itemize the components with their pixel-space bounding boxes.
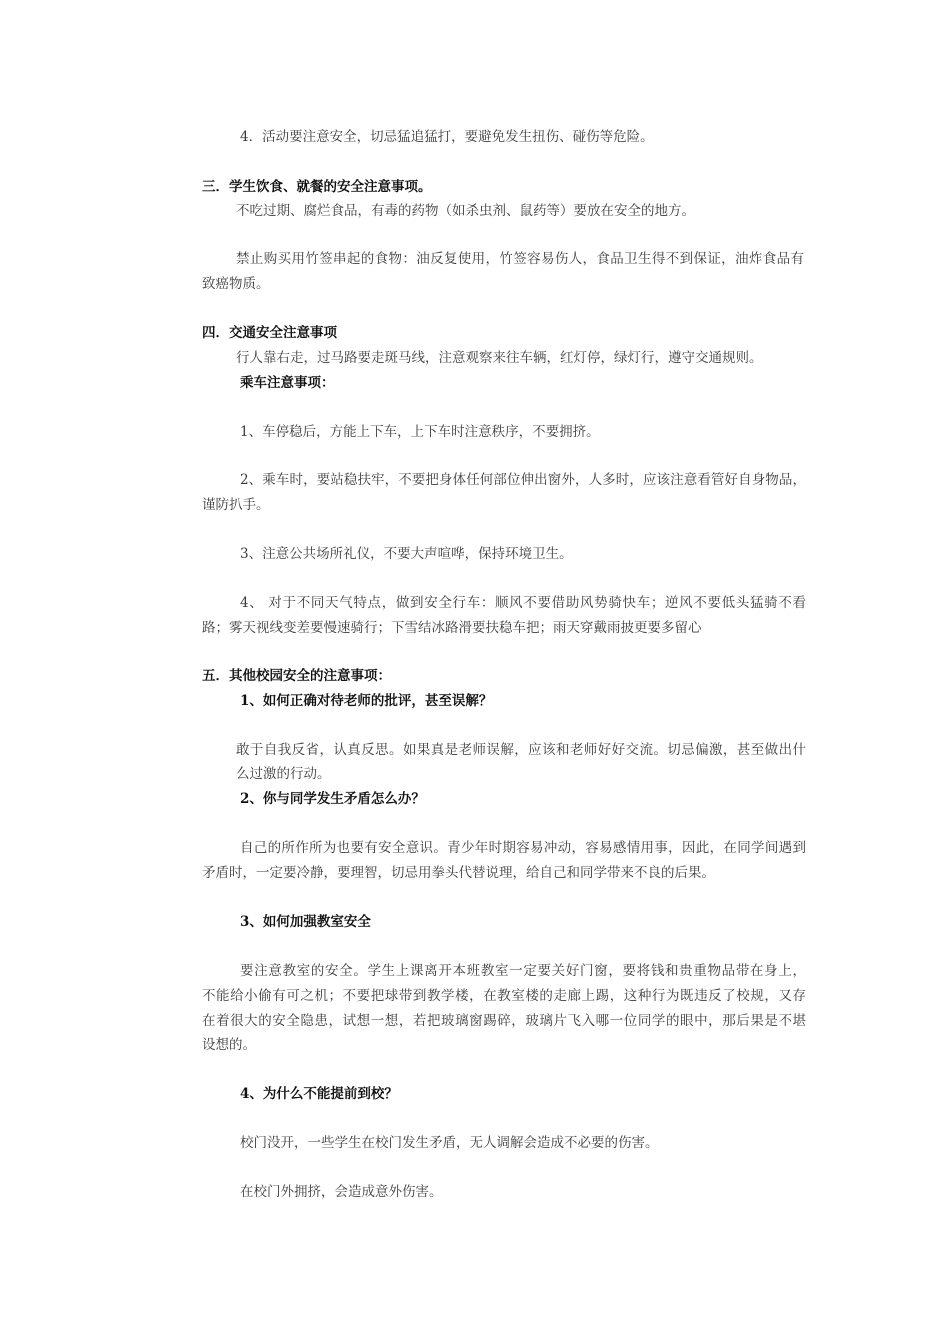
section-3-paragraph-1: 不吃过期、腐烂食品，有毒的药物（如杀虫剂、鼠药等）要放在安全的地方。	[236, 203, 695, 219]
section-4-heading: 四．交通安全注意事项	[202, 325, 337, 341]
ride-note-2-line-1: 2、乘车时，要站稳扶牢，不要把身体任何部位伸出窗外，人多时，应该注意看管好自身物品，	[240, 472, 806, 488]
section-3-paragraph-2-line-2: 致癌物质。	[202, 276, 270, 292]
activity-safety-item: 4．活动要注意安全，切忌猛追猛打，要避免发生扭伤、碰伤等危险。	[240, 129, 654, 145]
question-1: 1、如何正确对待老师的批评，甚至误解？	[240, 693, 493, 709]
question-3: 3、如何加强教室安全	[240, 914, 371, 930]
section-3-heading: 三．学生饮食、就餐的安全注意事项。	[202, 179, 432, 195]
ride-note-4-line-1: 4、 对于不同天气特点，做到安全行车：顺风不要借助风势骑快车；逆风不要低头猛骑不看	[240, 595, 806, 611]
section-4-paragraph-1: 行人靠右走，过马路要走斑马线，注意观察来往车辆，红灯停，绿灯行，遵守交通规则。	[236, 350, 763, 366]
section-5-heading: 五．其他校园安全的注意事项：	[202, 668, 391, 684]
answer-3-line-4: 设想的。	[202, 1037, 256, 1053]
ride-note-4-line-2: 路；雾天视线变差要慢速骑行；下雪结冰路滑要扶稳车把；雨天穿戴雨披更要多留心	[202, 620, 702, 636]
ride-notes-heading: 乘车注意事项：	[240, 375, 335, 391]
answer-3-line-3: 在着很大的安全隐患，试想一想，若把玻璃窗踢碎，玻璃片飞入哪一位同学的眼中，那后果是不堪	[202, 1013, 806, 1029]
ride-note-2-line-2: 谨防扒手。	[202, 497, 270, 513]
answer-3-line-1: 要注意教室的安全。学生上课离开本班教室一定要关好门窗，要将钱和贵重物品带在身上，	[240, 963, 806, 979]
answer-3-line-2: 不能给小偷有可之机；不要把球带到教学楼，在教室楼的走廊上踢，这种行为既违反了校规，又存	[202, 988, 806, 1004]
question-2: 2、你与同学发生矛盾怎么办？	[240, 791, 425, 807]
ride-note-3: 3、注意公共场所礼仪，不要大声喧哗，保持环境卫生。	[240, 546, 573, 562]
question-4: 4、为什么不能提前到校？	[240, 1086, 398, 1102]
answer-4-paragraph-2: 在校门外拥挤，会造成意外伤害。	[240, 1184, 443, 1200]
answer-4-paragraph-1: 校门没开，一些学生在校门发生矛盾，无人调解会造成不必要的伤害。	[240, 1135, 659, 1151]
answer-2-line-2: 矛盾时，一定要冷静，要理智，切忌用拳头代替说理，给自己和同学带来不良的后果。	[202, 865, 715, 881]
answer-2-line-1: 自己的所作所为也要有安全意识。青少年时期容易冲动，容易感情用事，因此，在同学间遇到	[240, 840, 806, 856]
section-3-paragraph-2-line-1: 禁止购买用竹签串起的食物：油反复使用，竹签容易伤人，食品卫生得不到保证，油炸食品有	[236, 251, 804, 267]
ride-note-1: 1、车停稳后，方能上下车，上下车时注意秩序，不要拥挤。	[240, 424, 600, 440]
answer-1-line-2: 么过激的行动。	[236, 766, 331, 782]
answer-1-line-1: 敢于自我反省，认真反思。如果真是老师误解，应该和老师好好交流。切忌偏激，甚至做出什	[236, 742, 806, 758]
